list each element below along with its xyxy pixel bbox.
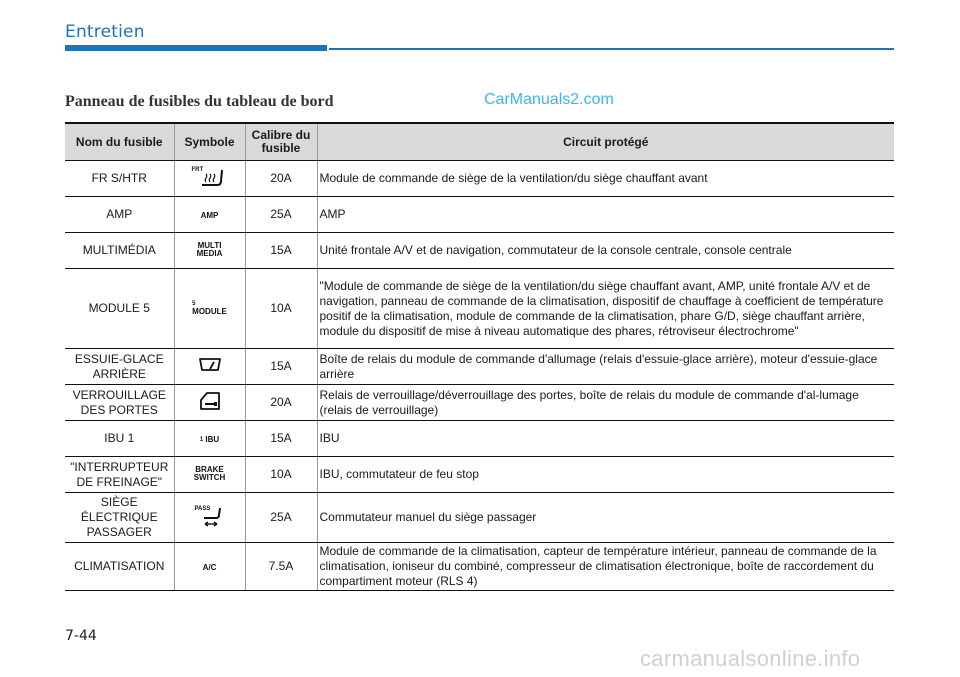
- front-seat-heater-icon: [192, 166, 228, 188]
- table-row: [65, 457, 894, 493]
- symbol-line2: MEDIA: [196, 248, 223, 258]
- fuse-circuit: IBU: [317, 421, 894, 457]
- fuse-rating: 20A: [245, 161, 317, 197]
- fuse-circuit: Unité frontale A/V et de navigation, commutateur de la console centrale, console centrale: [317, 233, 894, 269]
- fuse-name: CLIMATISATION: [65, 543, 174, 591]
- table-row: [65, 421, 894, 457]
- symbol-line1: BRAKE: [195, 464, 224, 474]
- fuse-rating: 25A: [245, 493, 317, 543]
- ibu-text-icon: [200, 436, 219, 444]
- fuse-name: ESSUIE-GLACE ARRIÈRE: [65, 349, 174, 385]
- fuse-circuit: Module de commande de siège de la ventilation/du siège chauffant avant: [317, 161, 894, 197]
- ac-text-icon: A/C: [202, 563, 217, 572]
- fuse-circuit: "Module de commande de siège de la ventilation/du siège chauffant avant, AMP, unité frontale A/V et de navigation, panneau de commande de la climatisation, dispositif de chauffage à coefficient de température positif de la climatisation, module de commande de la climatisation, phare G/D, siège chauffant arrière, module du dispositif de mise à niveau automatique des phares, rétroviseur électrochrome": [317, 269, 894, 349]
- fuse-rating: 15A: [245, 349, 317, 385]
- door-lock-icon: [198, 391, 222, 411]
- fuse-name: MULTIMÉDIA: [65, 233, 174, 269]
- fuse-circuit: Commutateur manuel du siège passager: [317, 493, 894, 543]
- fuse-name: FR S/HTR: [65, 161, 174, 197]
- symbol-label: IBU: [205, 435, 220, 444]
- module5-text-icon: [192, 300, 227, 316]
- fuse-table: [65, 122, 894, 591]
- symbol-line2: SWITCH: [193, 472, 226, 482]
- fuse-rating: 10A: [245, 457, 317, 493]
- symbol-line1: MULTI: [197, 240, 222, 250]
- fuse-circuit: IBU, commutateur de feu stop: [317, 457, 894, 493]
- table-row: [65, 349, 894, 385]
- fuse-rating: 10A: [245, 269, 317, 349]
- column-header-rating: Calibre du fusible: [245, 123, 317, 161]
- fuse-name: IBU 1: [65, 421, 174, 457]
- table-row: [65, 385, 894, 421]
- amp-text-icon: AMP: [200, 211, 219, 220]
- fuse-name: AMP: [65, 197, 174, 233]
- header-rule-thick: [65, 45, 327, 51]
- brake-switch-text-icon: [194, 466, 226, 482]
- column-header-name: Nom du fusible: [65, 123, 174, 161]
- fuse-rating: 7.5A: [245, 543, 317, 591]
- symbol-label: FRT: [191, 166, 204, 173]
- multimedia-text-icon: [197, 242, 223, 258]
- header-rule-thin: [329, 48, 894, 50]
- fuse-name: "INTERRUPTEUR DE FREINAGE": [65, 457, 174, 493]
- column-header-symbol: Symbole: [174, 123, 245, 161]
- passenger-power-seat-icon: [195, 505, 225, 527]
- table-row: [65, 197, 894, 233]
- fuse-circuit: AMP: [317, 197, 894, 233]
- fuse-name: VERROUILLAGE DES PORTES: [65, 385, 174, 421]
- fuse-rating: 15A: [245, 421, 317, 457]
- symbol-superscript: 5: [192, 300, 196, 307]
- symbol-label: PASS: [194, 505, 211, 512]
- table-row: [65, 493, 894, 543]
- fuse-rating: 20A: [245, 385, 317, 421]
- table-row: [65, 233, 894, 269]
- fuse-name: MODULE 5: [65, 269, 174, 349]
- symbol-superscript: 1: [199, 437, 204, 443]
- table-row: [65, 543, 894, 591]
- fuse-circuit: Relais de verrouillage/déverrouillage des portes, boîte de relais du module de commande d'al-lumage (relais de verrouillage): [317, 385, 894, 421]
- fuse-rating: 25A: [245, 197, 317, 233]
- symbol-label: MODULE: [192, 306, 227, 316]
- table-row: [65, 269, 894, 349]
- rear-wiper-icon: [197, 356, 223, 374]
- fuse-circuit: Module de commande de la climatisation, capteur de température intérieur, panneau de commande de la climatisation, ioniseur du combiné, compresseur de climatisation électronique, boîte de raccordement du compartiment moteur (RLS 4): [317, 543, 894, 591]
- section-title: Entretien: [65, 22, 145, 42]
- page-heading: Panneau de fusibles du tableau de bord: [65, 93, 334, 110]
- column-header-circuit: Circuit protégé: [317, 123, 894, 161]
- fuse-name: SIÈGE ÉLECTRIQUE PASSAGER: [65, 493, 174, 543]
- page-number: 7-44: [65, 628, 97, 644]
- table-row: [65, 161, 894, 197]
- fuse-rating: 15A: [245, 233, 317, 269]
- table-header-row: [65, 123, 894, 161]
- watermark-bottom: carmanualsonline.info: [640, 646, 861, 671]
- fuse-circuit: Boîte de relais du module de commande d'allumage (relais d'essuie-glace arrière), moteur d'essuie-glace arrière: [317, 349, 894, 385]
- watermark-top: CarManuals2.com: [484, 91, 614, 108]
